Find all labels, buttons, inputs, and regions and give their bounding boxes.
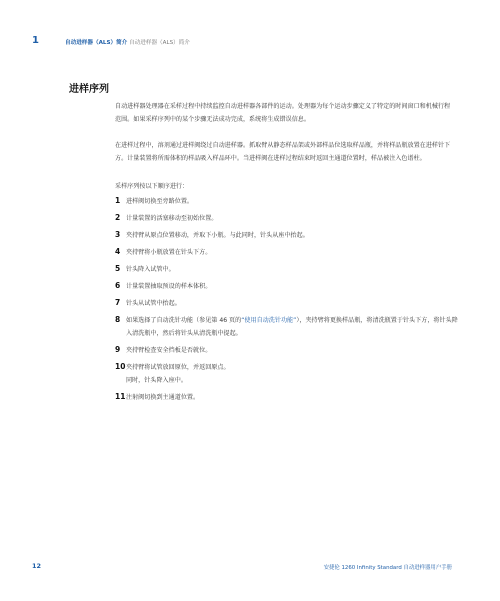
step-number: 11 [115, 392, 126, 401]
step-text: 进样阀切换至旁路位置。 [126, 198, 194, 205]
step-item [115, 280, 460, 293]
step-number: 2 [115, 213, 121, 222]
step-number: 4 [115, 247, 121, 256]
intro-paragraph: 自动进样器处理器在采样过程中持续监控自动进样器各部件的运动。处理器为每个运动步骤定义了特定的时间窗口和机械行程范围。如果采样序列中的某个步骤无法成功完成，系统将生成错误信息。 [115, 103, 451, 123]
step-number: 6 [115, 281, 121, 290]
step-number: 10 [115, 362, 126, 371]
step-item [115, 297, 460, 310]
step-number: 1 [115, 196, 121, 205]
step-item [115, 229, 460, 242]
step-item [115, 263, 460, 276]
injection-paragraph: 在进样过程中，溶剂通过进样阀绕过自动进样器。抓取臂从静态样品架或外部样品位选取样品瓶，并将样品瓶放置在进样针下方。计量装置将所需体积的样品吸入样品环中。当进样阀在进样过程结束时返回主通道位置时，样品被注入色谱柱。 [115, 142, 451, 162]
sampling-steps-list [115, 195, 460, 408]
running-title [65, 38, 190, 46]
step-number: 9 [115, 345, 121, 354]
page-number: 12 [32, 562, 42, 570]
step-item [115, 246, 460, 259]
step-text: 夹持臂将小瓶放置在针头下方。 [126, 249, 212, 256]
section-title: 进样序列 [69, 84, 109, 95]
step-text-continued: 同时，针头降入座中。 [126, 377, 187, 384]
section-running-title: 自动进样器（ALS）简介 [129, 40, 190, 46]
step-number: 3 [115, 230, 121, 239]
chapter-title: 自动进样器（ALS）简介 [65, 40, 128, 46]
step-item [115, 314, 460, 340]
step-item [115, 195, 460, 208]
step-text-after: ），夹持臂将更换样品瓶，将清洗瓶置于针头下方，将针头降入清洗瓶中，然后将针头从清洗瓶中提起。 [126, 317, 458, 337]
step-item [115, 391, 460, 404]
step-item [115, 212, 460, 225]
step-number: 8 [115, 315, 121, 324]
sequence-intro: 采样序列按以下顺序进行： [115, 183, 189, 190]
step-text: 注射阀切换到主通道位置。 [126, 394, 200, 401]
step-text: 计量装置抽取预设的样本体积。 [126, 283, 212, 290]
step-text-before: 如果选择了自动洗针功能（参见第 46 页的 [126, 317, 242, 324]
needle-wash-link[interactable]: “使用自动洗针功能” [241, 317, 297, 324]
step-text: 针头降入试管中。 [126, 266, 175, 273]
page-footer [32, 562, 472, 574]
step-text: 计量装置的活塞移动至初始位置。 [126, 215, 218, 222]
step-text: 夹持臂将试管放回原位，并返回原点。 [126, 364, 230, 371]
step-text: 夹持臂从原点位置移动，并取下小瓶。与此同时，针头从座中抬起。 [126, 232, 309, 239]
step-text: 针头从试管中抬起。 [126, 300, 181, 307]
step-text: 夹持臂检查安全挡板是否就位。 [126, 347, 212, 354]
chapter-number: 1 [32, 35, 39, 46]
document-title: 安捷伦 1260 Infinity Standard 自动进样器用户手册 [323, 565, 452, 571]
step-item [115, 361, 460, 387]
running-header [32, 36, 472, 50]
step-number: 5 [115, 264, 121, 273]
step-number: 7 [115, 298, 121, 307]
step-item [115, 344, 460, 357]
